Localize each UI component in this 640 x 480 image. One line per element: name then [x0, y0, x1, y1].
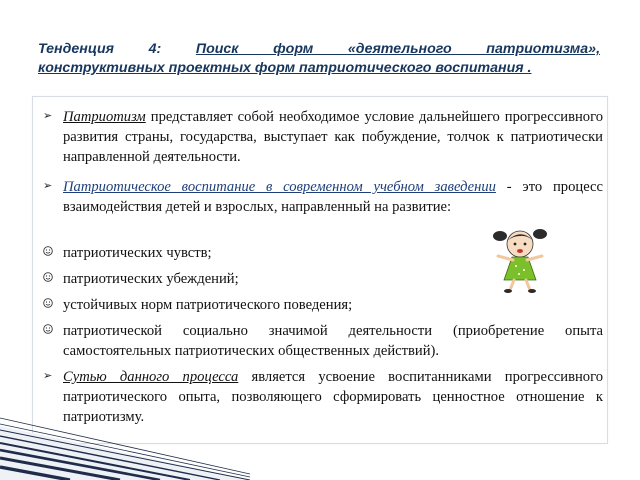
- list-item-education: [43, 177, 603, 217]
- item-text: является усвоение воспитанниками прогрессивного патриотического опыта, позволяющего сформировать ценностное отношение к патриотизму.: [63, 369, 604, 425]
- smiley-bullet-icon: [43, 298, 53, 308]
- title-line-1: [38, 40, 600, 59]
- item-text: патриотических убеждений;: [63, 271, 239, 287]
- item-text: патриотической социально значимой деятельности (приобретение опыта самостоятельных патриотических общественных действий).: [63, 323, 603, 359]
- title-underlined-2: конструктивных проектных форм патриотического воспитания: [38, 60, 524, 76]
- term-patriotism: Патриотизм: [63, 109, 146, 125]
- arrow-bullet-icon: ➢: [43, 369, 53, 382]
- smiley-bullet-icon: [43, 272, 53, 282]
- smiley-bullet-icon: [43, 246, 53, 256]
- arrow-bullet-icon: ➢: [43, 109, 53, 122]
- arrow-bullet-icon: ➢: [43, 179, 53, 192]
- item-text: патриотических чувств;: [63, 245, 212, 261]
- list-item-activity: [63, 321, 603, 361]
- title-prefix: Тенденция 4:: [38, 41, 196, 57]
- smiley-bullet-icon: [43, 324, 53, 334]
- slide-title: [38, 40, 600, 78]
- item-text: устойчивых норм патриотического поведения;: [63, 297, 353, 313]
- title-line-2: [38, 59, 600, 78]
- term-education: Патриотическое воспитание в современном учебном заведении: [63, 179, 496, 195]
- list-item-norms: [63, 295, 603, 315]
- title-underlined-1: Поиск форм «деятельного патриотизма»,: [195, 41, 601, 57]
- item-text: представляет собой необходимое условие дальнейшего прогрессивного развития страны, государства, выступает как побуждение, толчок к патриотически направленной деятельности.: [63, 109, 603, 165]
- list-item-patriotism: [43, 107, 603, 167]
- item-text: - это процесс взаимодействия детей и взрослых, направленный на развитие:: [63, 179, 603, 215]
- decorative-stripes: [0, 388, 250, 480]
- girl-cartoon-icon: [486, 226, 554, 294]
- title-suffix: .: [523, 60, 532, 76]
- term-essence: Сутью данного процесса: [63, 369, 239, 385]
